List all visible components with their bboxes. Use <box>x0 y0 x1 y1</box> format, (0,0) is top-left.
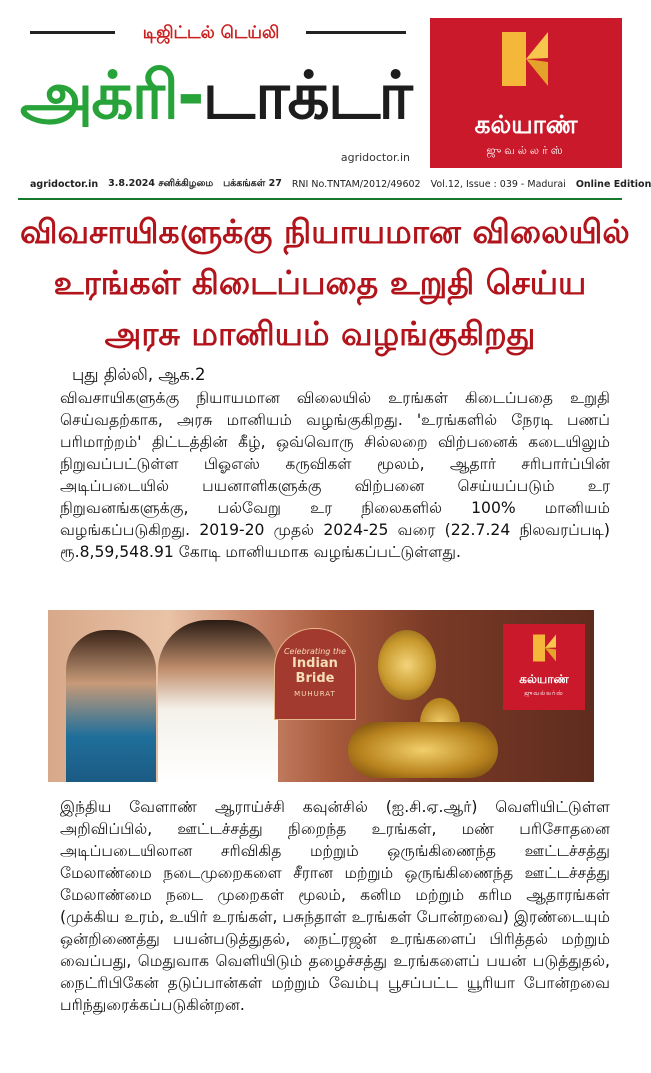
ad-badge-main: Indian Bride <box>292 656 338 686</box>
info-volume: Vol.12, Issue : 039 - Madurai <box>430 178 566 190</box>
masthead-tagline-row <box>0 22 420 44</box>
headline-line-3: அரசு மானியம் வழங்குகிறது <box>104 314 536 353</box>
tagline-rule-left <box>30 31 115 34</box>
sponsor-logo-box[interactable] <box>430 18 622 168</box>
ad-brand-name: கல்யாண் <box>519 672 569 686</box>
info-pages: பக்கங்கள் 27 <box>223 178 282 189</box>
sponsor-brand-sub: ஜுவல்லர்ஸ் <box>486 144 566 157</box>
issue-info-bar <box>30 176 651 192</box>
sponsor-brand-name: கல்யாண் <box>474 110 578 139</box>
info-site[interactable]: agridoctor.in <box>30 178 99 190</box>
jewellery-advertisement[interactable] <box>48 610 594 782</box>
masthead-logo[interactable] <box>20 46 415 146</box>
ad-jewel-necklace <box>348 722 498 778</box>
logo-text-green: அக்ரி- <box>20 57 203 134</box>
info-date: 3.8.2024 சனிக்கிழமை <box>108 178 214 189</box>
masthead-divider <box>18 198 622 200</box>
ad-model-woman <box>66 630 156 782</box>
article-dateline: புது தில்லி, ஆக.2 <box>72 365 206 384</box>
kalyan-k-icon <box>498 28 550 90</box>
ad-bridal-badge <box>274 628 356 720</box>
masthead-site-url[interactable]: agridoctor.in <box>340 151 410 164</box>
ad-jewel-earring <box>378 630 436 700</box>
ad-badge-top: Celebrating the <box>283 647 347 656</box>
masthead-tagline: டிஜிட்டல் டெய்லி <box>142 23 280 43</box>
headline-line-2: உரங்கள் கிடைப்பதை உறுதி செய்ய <box>53 263 587 302</box>
ad-model-man <box>158 620 278 782</box>
article-paragraph-1: விவசாயிகளுக்கு நியாயமான விலையில் உரங்கள் கிடைப்பதை உறுதி செய்வதற்காக, அரசு மானியம் வழங்குகிறது. 'உரங்களில் நேரடி பணப் பரிமாற்றம்' திட்டத்தின் கீழ், ஒவ்வொரு சில்லறை விற்பனைக் கடையிலும் நிறுவப்பட்டுள்ள பிஓஎஸ் கருவிகள் மூலம், ஆதார் சரிபார்ப்பின் அடிப்படையில் பயனாளிகளுக்கு விற்பனை செய்யப்படும் உர நிறுவனங்களுக்கு, பல்வேறு உர நிலைகளில் 100% மானியம் வழங்கப்படுகிறது. 2019-20 முதல் 2024-25 வரை (22.7.24 நிலவரப்படி) ரூ.8,59,548.91 கோடி மானியமாக வழங்கப்பட்டுள்ளது. <box>60 389 610 561</box>
article-headline <box>20 206 630 361</box>
headline-line-1: விவசாயிகளுக்கு நியாயமான விலையில் <box>20 212 630 251</box>
ad-badge-sub: MUHURAT <box>294 690 336 698</box>
ad-brand-logo <box>503 624 585 710</box>
tagline-rule-right <box>306 31 406 34</box>
info-rni: RNI No.TNTAM/2012/49602 <box>291 178 421 190</box>
info-edition: Online Edition <box>575 178 651 190</box>
ad-kalyan-k-icon <box>531 632 557 664</box>
logo-text-dark: டாக்டர் <box>202 57 411 134</box>
ad-brand-sub: ஜுவல்லர்ஸ் <box>524 690 564 697</box>
article-paragraph-2: இந்திய வேளாண் ஆராய்ச்சி கவுன்சில் (ஐ.சி.ஏ.ஆர்) வெளியிட்டுள்ள அறிவிப்பில், ஊட்டச்சத்து நிறைந்த உரங்கள், மண் பரிசோதனை அடிப்படையிலான சரிவிகித மற்றும் ஒருங்கிணைந்த ஊட்டச்சத்து மேலாண்மை நடைமுறைகளை சீரான மற்றும் ஒருங்கிணைந்த ஊட்டச்சத்து மேலாண்மை நடை முறைகள் மூலம், கனிம மற்றும் கரிம ஆதாரங்கள் (முக்கிய உரம், உயிர் உரங்கள், பசுந்தாள் உரங்கள் போன்றவை) இரண்டையும் ஒன்றிணைத்து பயன்படுத்துதல், நைட்ரஜன் உரங்களைப் பிரித்தல் மற்றும் வைப்பது, மெதுவாக வெளியிடும் தழைச்சத்து உரங்களைப் பயன் படுத்துதல், நைட்ரிபிகேன் தடுப்பான்கள் மற்றும் வேம்பு பூசப்பட்ட யூரியா போன்றவை பரிந்துரைக்கப்படுகின்றன. <box>60 798 610 1014</box>
